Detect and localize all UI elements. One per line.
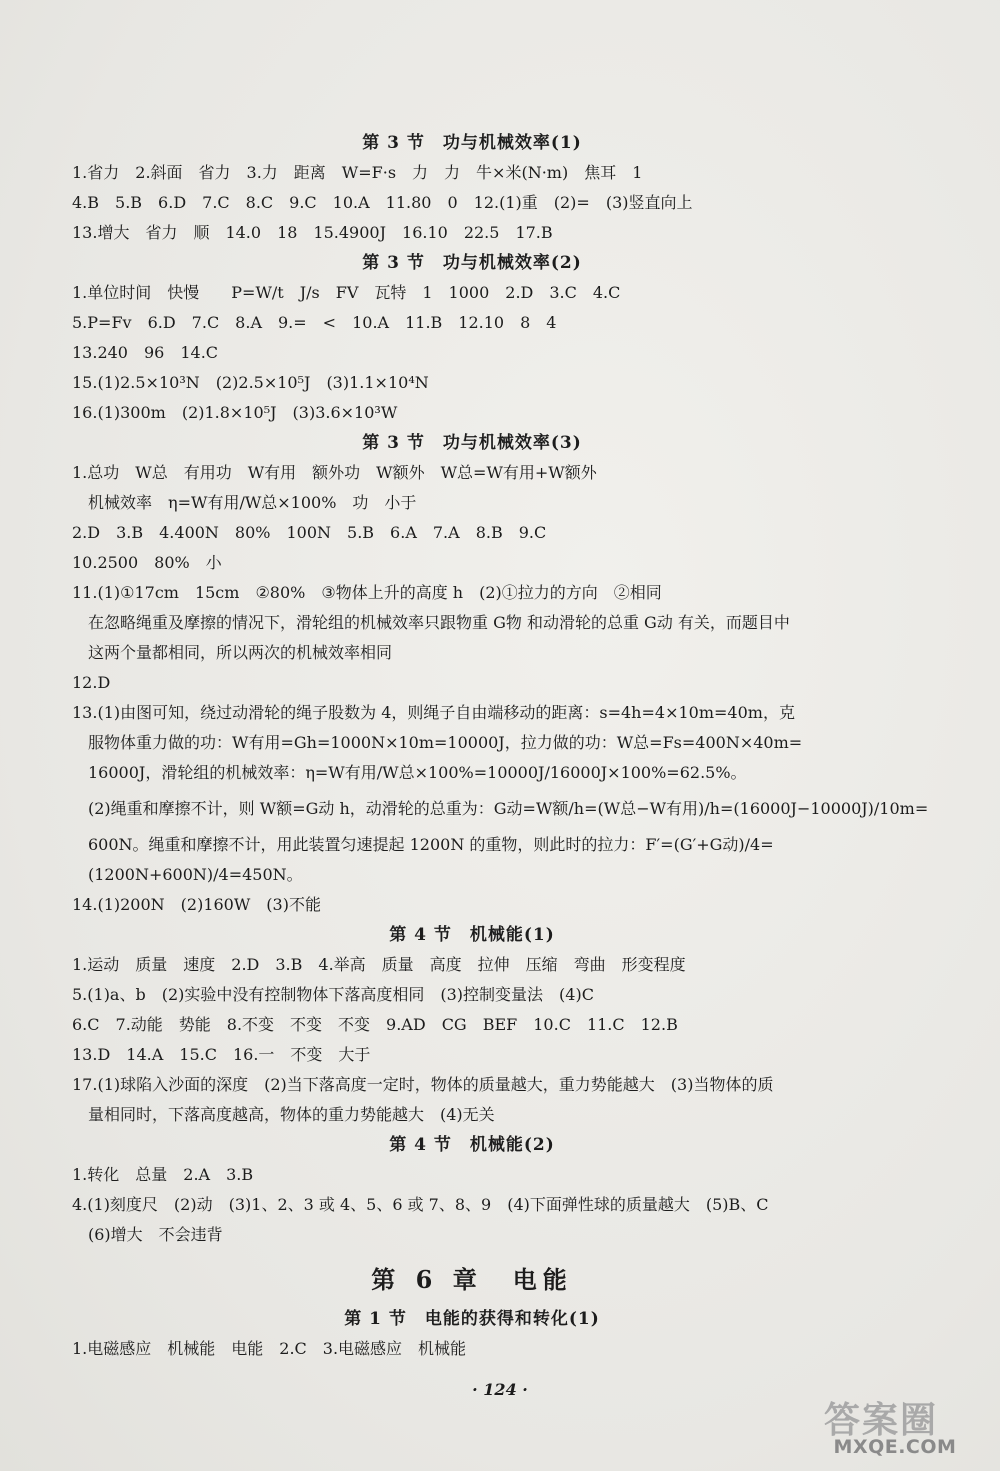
answer-line: 13.(1)由图可知，绕过动滑轮的绳子股数为 4，则绳子自由端移动的距离：s=4h=4×10m=40m，克: [72, 703, 795, 722]
answer-line: (1200N+600N)/4=450N。: [72, 865, 303, 884]
answer-line: 1.运动 质量 速度 2.D 3.B 4.举高 质量 高度 拉伸 压缩 弯曲 形变程度: [72, 955, 686, 974]
watermark: [810, 1392, 980, 1464]
answer-line: 16.(1)300m (2)1.8×10⁵J (3)3.6×10³W: [72, 403, 398, 422]
answer-line: 服物体重力做的功：W有用=Gh=1000N×10m=10000J，拉力做的功：W总=Fs=400N×40m=: [72, 733, 803, 752]
answer-line: 量相同时，下落高度越高，物体的重力势能越大 (4)无关: [72, 1105, 495, 1124]
section-title: 第 4 节 机械能(2): [389, 1135, 555, 1155]
section-3-1: [72, 128, 872, 248]
watermark-site: MXQE.COM: [833, 1436, 957, 1458]
section-title: 第 4 节 机械能(1): [389, 925, 555, 945]
answer-line: 在忽略绳重及摩擦的情况下，滑轮组的机械效率只跟物重 G物 和动滑轮的总重 G动 有关，而题目中: [72, 613, 790, 632]
answer-line: 2.D 3.B 4.400N 80% 100N 5.B 6.A 7.A 8.B 9.C: [72, 523, 547, 542]
page-number: · 124 ·: [472, 1380, 528, 1399]
section-6-1: [72, 1304, 872, 1364]
section-4-2: [72, 1130, 872, 1250]
answer-line: 13.D 14.A 15.C 16.一 不变 大于: [72, 1045, 371, 1064]
answer-line: 13.240 96 14.C: [72, 343, 219, 362]
answer-line: 1.转化 总量 2.A 3.B: [72, 1165, 254, 1184]
answer-line: 12.D: [72, 673, 111, 692]
answer-line: 1.单位时间 快慢 P=W/t J/s FV 瓦特 1 1000 2.D 3.C 4.C: [72, 283, 621, 302]
section-title: 第 3 节 功与机械效率(3): [362, 433, 582, 453]
answer-line: 机械效率 η=W有用/W总×100% 功 小于: [72, 493, 417, 512]
answer-line: 4.B 5.B 6.D 7.C 8.C 9.C 10.A 11.80 0 12.(1)重 (2)= (3)竖直向上: [72, 193, 693, 212]
answer-line: 10.2500 80% 小: [72, 553, 222, 572]
section-3-2: [72, 248, 872, 428]
answer-line: 5.(1)a、b (2)实验中没有控制物体下落高度相同 (3)控制变量法 (4)C: [72, 985, 594, 1004]
answer-line: (6)增大 不会违背: [72, 1225, 223, 1244]
answer-line: 这两个量都相同，所以两次的机械效率相同: [72, 643, 393, 662]
answer-line: (2)绳重和摩擦不计，则 W额=G动 h，动滑轮的总重为：G动=W额/h=(W总−W有用)/h=(16000J−10000J)/10m=: [72, 799, 929, 818]
section-title: 第 1 节 电能的获得和转化(1): [344, 1309, 600, 1329]
section-title: 第 3 节 功与机械效率(2): [362, 253, 582, 273]
answer-line: 13.增大 省力 顺 14.0 18 15.4900J 16.10 22.5 17.B: [72, 223, 553, 242]
answer-line: 14.(1)200N (2)160W (3)不能: [72, 895, 321, 914]
section-4-1: [72, 920, 872, 1130]
section-title: 第 3 节 功与机械效率(1): [362, 133, 582, 153]
answer-line: 1.总功 W总 有用功 W有用 额外功 W额外 W总=W有用+W额外: [72, 463, 597, 482]
answer-line: 600N。绳重和摩擦不计，用此装置匀速提起 1200N 的重物，则此时的拉力：F′=(G′+G动)/4=: [72, 835, 774, 854]
answer-line: 17.(1)球陷入沙面的深度 (2)当下落高度一定时，物体的质量越大，重力势能越大 (3)当物体的质: [72, 1075, 774, 1094]
answer-line: 15.(1)2.5×10³N (2)2.5×10⁵J (3)1.1×10⁴N: [72, 373, 429, 392]
answer-line: 1.电磁感应 机械能 电能 2.C 3.电磁感应 机械能: [72, 1339, 467, 1358]
answer-line: 11.(1)①17cm 15cm ②80% ③物体上升的高度 h (2)①拉力的方向 ②相同: [72, 583, 662, 602]
answer-line: 6.C 7.动能 势能 8.不变 不变 不变 9.AD CG BEF 10.C 11.C 12.B: [72, 1015, 678, 1034]
watermark-logo: 答案圈: [824, 1400, 939, 1441]
answer-line: 5.P=Fv 6.D 7.C 8.A 9.= < 10.A 11.B 12.10 8 4: [72, 313, 557, 332]
answer-line: 1.省力 2.斜面 省力 3.力 距离 W=F·s 力 力 牛×米(N·m) 焦耳 1: [72, 163, 643, 182]
answer-line: 16000J，滑轮组的机械效率：η=W有用/W总×100%=10000J/16000J×100%=62.5%。: [72, 763, 747, 782]
answer-line: 4.(1)刻度尺 (2)动 (3)1、2、3 或 4、5、6 或 7、8、9 (4)下面弹性球的质量越大 (5)B、C: [72, 1195, 769, 1214]
section-3-3: [72, 428, 929, 920]
chapter-title: 第 6 章 电能: [371, 1265, 573, 1294]
page-content: [72, 128, 929, 1364]
